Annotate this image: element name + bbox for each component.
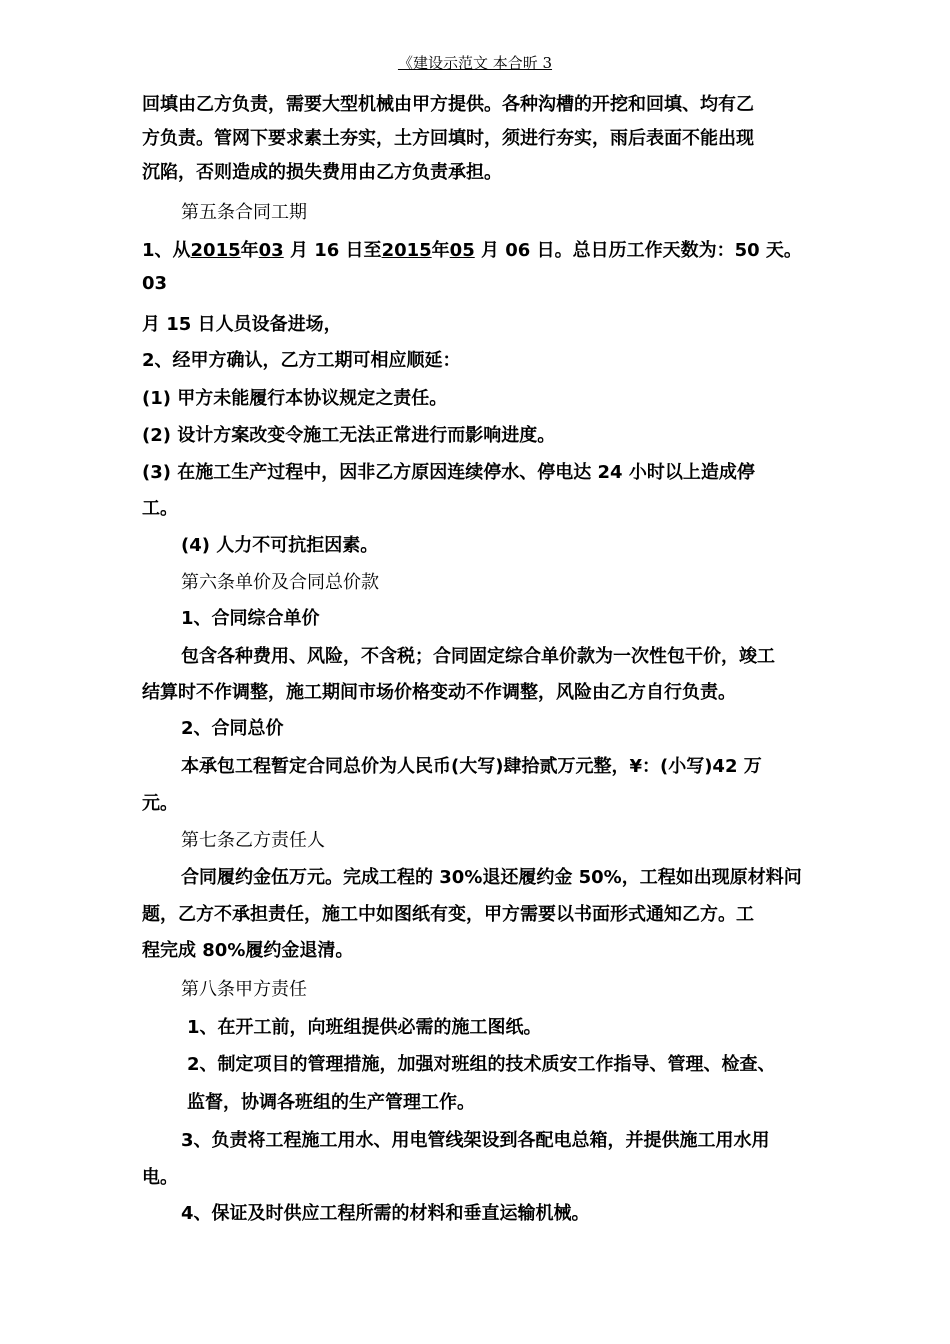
list-item: (3) 在施工生产过程中，因非乙方原因连续停水、停电达 24 小时以上造成停 bbox=[142, 462, 755, 483]
article-5-item-1: 1、从2015年03 月 16 日至2015年05 月 06 日。总日历工作天数为：50 天。 bbox=[142, 240, 802, 261]
paragraph-line: 题，乙方不承担责任，施工中如图纸有变，甲方需要以书面形式通知乙方。工 bbox=[142, 904, 754, 925]
list-item: (1) 甲方未能履行本协议规定之责任。 bbox=[142, 388, 448, 409]
list-item: (4) 人力不可抗拒因素。 bbox=[181, 535, 379, 556]
paragraph-line: 本承包工程暂定合同总价为人民币(大写)肆拾贰万元整，¥：(小写)42 万 bbox=[181, 756, 762, 777]
start-year: 2015 bbox=[190, 240, 241, 261]
page-header: 《建设示范文 本合昕 3 bbox=[397, 54, 553, 72]
paragraph-line: 沉陷，否则造成的损失费用由乙方负责承担。 bbox=[142, 162, 502, 183]
list-item: 3、负责将工程施工用水、用电管线架设到各配电总箱，并提供施工用水用 bbox=[181, 1130, 770, 1151]
paragraph-line: 回填由乙方负责，需要大型机械由甲方提供。各种沟槽的开挖和回填、均有乙 bbox=[142, 94, 754, 115]
article-7-title: 第七条乙方责任人 bbox=[181, 830, 325, 851]
paragraph-line: 工。 bbox=[142, 498, 178, 519]
article-6-title: 第六条单价及合同总价款 bbox=[181, 572, 379, 593]
paragraph-line: 电。 bbox=[142, 1167, 178, 1188]
paragraph-line: 方负责。管网下要求素土夯实，土方回填时，须进行夯实，雨后表面不能出现 bbox=[142, 128, 754, 149]
article-8-title: 第八条甲方责任 bbox=[181, 979, 307, 1000]
paragraph-line: 监督，协调各班组的生产管理工作。 bbox=[187, 1092, 475, 1113]
list-item: (2) 设计方案改变令施工无法正常进行而影响进度。 bbox=[142, 425, 556, 446]
end-month: 05 bbox=[449, 240, 475, 261]
article-6-item-2: 2、合同总价 bbox=[181, 718, 284, 739]
paragraph-line: 包含各种费用、风险，不含税；合同固定综合单价款为一次性包干价，竣工 bbox=[181, 646, 775, 667]
paragraph-line: 合同履约金伍万元。完成工程的 30%退还履约金 50%，工程如出现原材料问 bbox=[181, 867, 802, 888]
article-6-item-1: 1、合同综合单价 bbox=[181, 608, 320, 629]
article-5-item-2: 2、经甲方确认，乙方工期可相应顺延： bbox=[142, 350, 461, 371]
start-month: 03 bbox=[258, 240, 284, 261]
list-item: 1、在开工前，向班组提供必需的施工图纸。 bbox=[187, 1017, 542, 1038]
paragraph-line: 03 bbox=[142, 273, 168, 294]
paragraph-line: 结算时不作调整，施工期间市场价格变动不作调整，风险由乙方自行负责。 bbox=[142, 682, 736, 703]
article-5-title: 第五条合同工期 bbox=[181, 202, 307, 223]
paragraph-line: 月 15 日人员设备进场， bbox=[142, 314, 342, 335]
list-item: 2、制定项目的管理措施，加强对班组的技术质安工作指导、管理、检查、 bbox=[187, 1054, 776, 1075]
paragraph-line: 元。 bbox=[142, 793, 178, 814]
paragraph-line: 程完成 80%履约金退清。 bbox=[142, 940, 354, 961]
list-item: 4、保证及时供应工程所需的材料和垂直运输机械。 bbox=[181, 1203, 590, 1224]
end-year: 2015 bbox=[381, 240, 432, 261]
